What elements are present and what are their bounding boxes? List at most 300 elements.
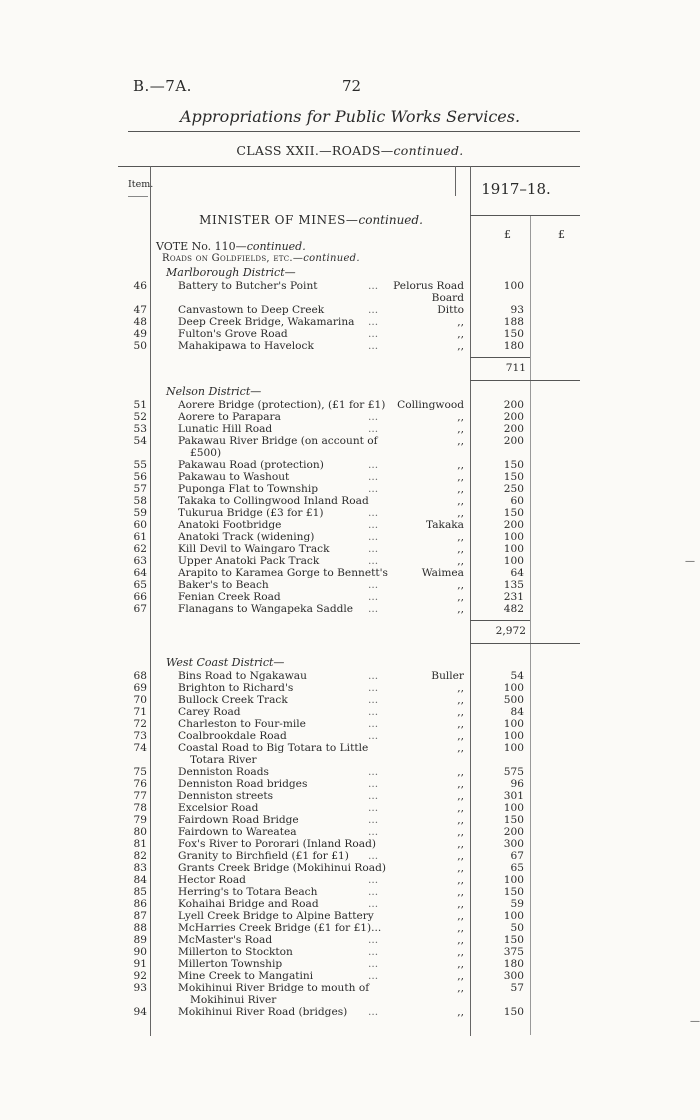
leader-dots: ... [368,682,379,694]
work-description: Aorere Bridge (protection), (£1 for £1) [178,399,386,411]
district-heading: Marlborough District— [166,266,296,279]
table-row [0,483,700,495]
table-row [0,399,700,411]
work-description: Pakawau River Bridge (on account of [178,435,378,447]
item-number: 69 [133,682,147,694]
leader-dots: ... [368,316,379,328]
work-description: Pakawau Road (protection) [178,459,324,471]
item-number: 57 [133,483,147,495]
table-row [0,328,700,340]
leader-dots: ... [368,591,379,603]
table-row [0,706,700,718]
item-number: 55 [133,459,147,471]
work-description: Anatoki Footbridge [178,519,282,531]
item-number: 90 [133,946,147,958]
table-row [0,555,700,567]
table-row [0,435,700,459]
vote-heading [156,240,306,253]
item-amount: 150 [503,471,524,483]
table-row [0,970,700,982]
item-number: 91 [133,958,147,970]
subvote-heading-text: Roads on Goldfields, etc.— [162,253,304,264]
item-amount: 93 [510,304,524,316]
table-row [0,459,700,471]
class-heading [0,143,700,158]
item-number: 64 [133,567,147,579]
item-amount: 150 [503,934,524,946]
local-body: ,, [457,483,464,495]
local-body: ,, [457,874,464,886]
local-body: ,, [457,766,464,778]
item-column-header: Item. [128,179,154,190]
leader-dots: ... [368,483,379,495]
leader-dots: ... [368,411,379,423]
table-row [0,1006,700,1018]
table-row [0,411,700,423]
work-description: Fairdown Road Bridge [178,814,299,826]
table-row [0,742,700,766]
local-body: ,, [457,826,464,838]
item-amount: 300 [503,838,524,850]
work-description: Anatoki Track (widening) [178,531,315,543]
local-body: ,, [457,730,464,742]
leader-dots: ... [368,579,379,591]
subvote-heading-continued: continued. [303,253,360,264]
item-amount: 100 [503,874,524,886]
item-amount: 100 [503,802,524,814]
leader-dots: ... [368,304,379,316]
item-amount: 59 [510,898,524,910]
margin-mark: — [690,1016,700,1027]
item-amount: 100 [503,555,524,567]
leader-dots: ... [368,958,379,970]
table-row [0,982,700,1006]
work-description: Lyell Creek Bridge to Alpine Battery [178,910,374,922]
vote-heading-continued: continued. [246,240,306,253]
work-description: Fox's River to Pororari (Inland Road) [178,838,377,850]
table-row [0,316,700,328]
district-subtotal: 711 [505,362,526,374]
local-body: ,, [457,1006,464,1018]
item-number: 75 [133,766,147,778]
local-body: Collingwood [397,399,464,411]
page-title: Appropriations for Public Works Services. [179,107,521,126]
leader-dots: ... [368,1006,379,1018]
work-description: Charleston to Four-mile [178,718,306,730]
item-number: 62 [133,543,147,555]
local-body: Board [431,292,464,304]
item-amount: 65 [510,862,524,874]
district-subtotal: 2,972 [495,625,526,637]
item-amount: 200 [503,399,524,411]
table-row [0,730,700,742]
item-number: 50 [133,340,147,352]
leader-dots: ... [368,766,379,778]
item-amount: 200 [503,411,524,423]
table-top-rule [118,166,580,167]
table-row [0,507,700,519]
local-body: ,, [457,706,464,718]
table-row [0,519,700,531]
item-number: 74 [133,742,147,754]
local-body: ,, [457,328,464,340]
table-row [0,922,700,934]
table-row [0,567,700,579]
work-description: McMaster's Road [178,934,273,946]
local-body: ,, [457,814,464,826]
local-body: ,, [457,423,464,435]
title-rule [128,131,580,132]
local-body: ,, [457,459,464,471]
work-description: Kohaihai Bridge and Road [178,898,319,910]
leader-dots: ... [368,694,379,706]
table-row [0,304,700,316]
local-body: ,, [457,862,464,874]
table-row [0,802,700,814]
work-description: Lunatic Hill Road [178,423,273,435]
local-body: ,, [457,958,464,970]
item-number: 71 [133,706,147,718]
item-amount: 231 [503,591,524,603]
local-body: ,, [457,922,464,934]
work-description: Upper Anatoki Pack Track [178,555,320,567]
item-amount: 54 [510,670,524,682]
work-description: Deep Creek Bridge, Wakamarina [178,316,355,328]
item-number: 63 [133,555,147,567]
subtotal-rule [470,620,530,621]
table-row [0,814,700,826]
table-row [0,694,700,706]
work-description: McHarries Creek Bridge (£1 for £1)... [178,922,382,934]
work-description: Canvastown to Deep Creek [178,304,325,316]
currency-symbol-items: £ [504,228,511,241]
work-description: Fenian Creek Road [178,591,281,603]
item-number: 80 [133,826,147,838]
table-row [0,670,700,682]
work-description: Hector Road [178,874,246,886]
local-body: ,, [457,946,464,958]
local-body: Ditto [437,304,464,316]
item-amount: 180 [503,958,524,970]
ministry-heading-continued: continued. [358,213,423,227]
leader-dots: ... [368,459,379,471]
table-row [0,862,700,874]
item-number: 76 [133,778,147,790]
item-amount: 150 [503,328,524,340]
table-row [0,603,700,615]
leader-dots: ... [368,934,379,946]
local-body: ,, [457,471,464,483]
work-description: Pakawau to Washout [178,471,290,483]
work-description: Tukurua Bridge (£3 for £1) [178,507,324,519]
work-description: Takaka to Collingwood Inland Road [178,495,369,507]
work-description: Flanagans to Wangapeka Saddle [178,603,354,615]
item-amount: 64 [510,567,524,579]
work-description: Mokihinui River Bridge to mouth of [178,982,370,994]
table-row [0,886,700,898]
item-number: 49 [133,328,147,340]
item-number: 66 [133,591,147,603]
subtotal-underline [470,643,580,644]
table-row [0,531,700,543]
item-amount: 100 [503,718,524,730]
item-amount: 300 [503,970,524,982]
leader-dots: ... [368,790,379,802]
table-row [0,340,700,352]
local-body: ,, [457,790,464,802]
item-number: 78 [133,802,147,814]
work-description: Bins Road to Ngakawau [178,670,307,682]
item-number: 87 [133,910,147,922]
work-description: Coastal Road to Big Totara to Little [178,742,369,754]
item-number: 59 [133,507,147,519]
item-amount: 50 [510,922,524,934]
item-number: 46 [133,280,147,292]
local-body: ,, [457,543,464,555]
item-amount: 100 [503,682,524,694]
item-amount: 150 [503,814,524,826]
local-body: Pelorus Road [393,280,464,292]
table-row [0,946,700,958]
leader-dots: ... [368,946,379,958]
leader-dots: ... [368,970,379,982]
work-description: Brighton to Richard's [178,682,294,694]
item-number: 81 [133,838,147,850]
item-amount: 500 [503,694,524,706]
work-description: Totara River [190,754,257,766]
item-number: 84 [133,874,147,886]
margin-mark: — [685,556,695,567]
work-description: Grants Creek Bridge (Mokihinui Road) [178,862,387,874]
leader-dots: ... [368,603,379,615]
subtotal-rule [470,357,530,358]
table-row [0,934,700,946]
item-header-underline [128,196,148,197]
leader-dots: ... [368,543,379,555]
leader-dots: ... [368,778,379,790]
item-number: 65 [133,579,147,591]
local-body: ,, [457,579,464,591]
parliamentary-paper-reference: B.—7A. [133,77,192,95]
work-description: Denniston Road bridges [178,778,308,790]
item-amount: 200 [503,519,524,531]
local-body: ,, [457,340,464,352]
leader-dots: ... [368,328,379,340]
leader-dots: ... [368,423,379,435]
item-amount: 188 [503,316,524,328]
work-description: Bullock Creek Track [178,694,288,706]
work-description: Excelsior Road [178,802,259,814]
local-body: ,, [457,838,464,850]
work-description: Millerton to Stockton [178,946,293,958]
item-amount: 100 [503,543,524,555]
table-row [0,495,700,507]
table-row [0,850,700,862]
local-body: ,, [457,694,464,706]
item-number: 94 [133,1006,147,1018]
district-heading: West Coast District— [166,656,285,669]
local-body: ,, [457,531,464,543]
work-description: Arapito to Karamea Gorge to Bennett's [178,567,388,579]
table-row [0,910,700,922]
item-number: 82 [133,850,147,862]
work-description: Mine Creek to Mangatini [178,970,314,982]
item-number: 68 [133,670,147,682]
work-description: Denniston streets [178,790,274,802]
item-number: 67 [133,603,147,615]
local-body: ,, [457,591,464,603]
item-number: 92 [133,970,147,982]
work-description: Mokihinui River [190,994,277,1006]
item-number: 70 [133,694,147,706]
table-row [0,471,700,483]
item-amount: 250 [503,483,524,495]
item-amount: 375 [503,946,524,958]
item-amount: 200 [503,826,524,838]
leader-dots: ... [368,555,379,567]
local-body: ,, [457,495,464,507]
work-description: Herring's to Totara Beach [178,886,318,898]
year-underline [470,215,580,216]
leader-dots: ... [368,826,379,838]
leader-dots: ... [368,850,379,862]
item-number: 48 [133,316,147,328]
item-amount: 135 [503,579,524,591]
work-description: Battery to Butcher's Point [178,280,318,292]
item-number: 47 [133,304,147,316]
ministry-heading-text: MINISTER OF MINES— [199,213,359,227]
leader-dots: ... [368,280,379,292]
item-amount: 150 [503,886,524,898]
leader-dots: ... [368,706,379,718]
local-body: ,, [457,435,464,447]
work-description: Baker's to Beach [178,579,269,591]
item-number: 73 [133,730,147,742]
financial-year-header: 1917–18. [481,180,551,198]
work-description: Millerton Township [178,958,283,970]
local-body: ,, [457,982,464,994]
leader-dots: ... [368,670,379,682]
item-amount: 200 [503,423,524,435]
local-body: ,, [457,850,464,862]
subvote-heading [162,253,360,264]
item-amount: 57 [510,982,524,994]
work-description: Fulton's Grove Road [178,328,288,340]
table-row [0,718,700,730]
item-amount: 180 [503,340,524,352]
class-heading-text: CLASS XXII.—ROADS— [236,143,394,158]
leader-dots: ... [368,814,379,826]
leader-dots: ... [368,531,379,543]
item-amount: 150 [503,459,524,471]
table-row [0,766,700,778]
item-number: 51 [133,399,147,411]
item-number: 52 [133,411,147,423]
local-body: ,, [457,970,464,982]
table-row [0,778,700,790]
item-number: 88 [133,922,147,934]
vote-heading-text: VOTE No. 110— [156,240,247,253]
district-heading: Nelson District— [166,385,262,398]
table-row [0,838,700,850]
work-description: Carey Road [178,706,241,718]
item-amount: 301 [503,790,524,802]
class-heading-continued: continued. [393,143,464,158]
work-description: Granity to Birchfield (£1 for £1) [178,850,349,862]
item-amount: 84 [510,706,524,718]
work-description: Coalbrookdale Road [178,730,287,742]
table-row [0,280,700,304]
leader-dots: ... [368,874,379,886]
table-row [0,898,700,910]
local-body: ,, [457,603,464,615]
item-number: 85 [133,886,147,898]
item-number: 89 [133,934,147,946]
local-body: ,, [457,910,464,922]
table-row [0,682,700,694]
local-body: ,, [457,682,464,694]
local-body: ,, [457,411,464,423]
leader-dots: ... [368,507,379,519]
item-number: 60 [133,519,147,531]
item-amount: 100 [503,910,524,922]
work-description: Mahakipawa to Havelock [178,340,314,352]
work-description: Kill Devil to Waingaro Track [178,543,330,555]
local-body: ,, [457,718,464,730]
work-description: Denniston Roads [178,766,269,778]
table-row [0,790,700,802]
table-row [0,579,700,591]
item-amount: 150 [503,1006,524,1018]
item-number: 77 [133,790,147,802]
item-number: 86 [133,898,147,910]
item-number: 53 [133,423,147,435]
item-amount: 200 [503,435,524,447]
subtotal-underline [470,380,580,381]
leader-dots: ... [368,730,379,742]
leader-dots: ... [368,340,379,352]
table-row [0,591,700,603]
table-row [0,423,700,435]
local-body: Waimea [421,567,464,579]
leader-dots: ... [368,519,379,531]
item-amount: 150 [503,507,524,519]
work-description: Aorere to Parapara [178,411,281,423]
work-description: Mokihinui River Road (bridges) [178,1006,348,1018]
local-body: ,, [457,507,464,519]
item-number: 56 [133,471,147,483]
leader-dots: ... [368,471,379,483]
local-body: ,, [457,555,464,567]
work-description: £500) [190,447,222,459]
item-number: 58 [133,495,147,507]
item-amount: 100 [503,531,524,543]
item-number: 83 [133,862,147,874]
table-row [0,958,700,970]
local-body: ,, [457,778,464,790]
table-row [0,874,700,886]
currency-symbol-totals: £ [558,228,565,241]
local-body: ,, [457,316,464,328]
item-amount: 575 [503,766,524,778]
item-number: 79 [133,814,147,826]
ministry-heading [156,213,466,227]
work-description: Fairdown to Wareatea [178,826,297,838]
item-amount: 96 [510,778,524,790]
local-body: Takaka [425,519,464,531]
page-number: 72 [342,77,362,95]
local-body: ,, [457,934,464,946]
